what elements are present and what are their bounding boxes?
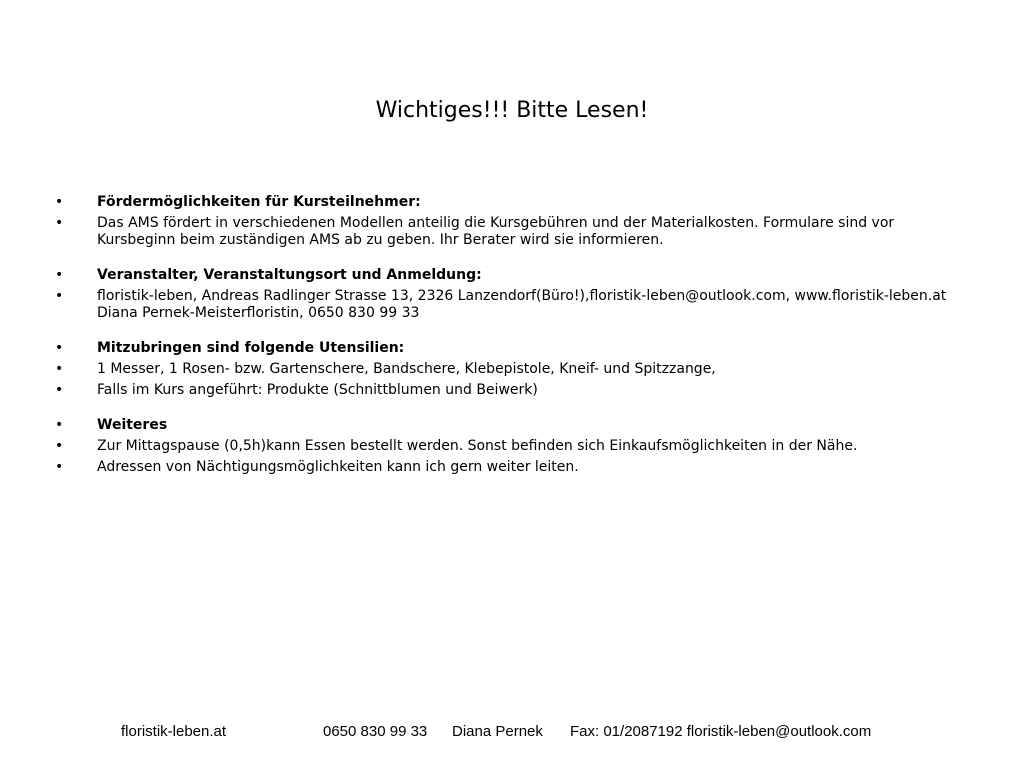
section-heading-utensils [55, 340, 955, 357]
bullet-icon: • [55, 215, 64, 231]
footer-website: floristik-leben.at [121, 723, 227, 740]
heading-text: Mitzubringen sind folgende Utensilien: [97, 340, 405, 356]
item-text: Zur Mittagspause (0,5h)kann Essen bestellt werden. Sonst befinden sich Einkaufsmöglichkeiten in der Nähe. [97, 438, 858, 454]
list-item [55, 288, 955, 322]
bullet-icon: • [55, 194, 64, 210]
heading-text: Veranstalter, Veranstaltungsort und Anmeldung: [97, 267, 482, 283]
heading-text: Fördermöglichkeiten für Kursteilnehmer: [97, 194, 421, 210]
item-text: Adressen von Nächtigungsmöglichkeiten kann ich gern weiter leiten. [97, 459, 579, 475]
bullet-icon: • [55, 361, 64, 377]
bullet-icon: • [55, 438, 64, 454]
section-heading-organizer [55, 267, 955, 284]
footer-fax-email: Fax: 01/2087192 floristik-leben@outlook.com [570, 723, 872, 740]
heading-text: Weiteres [97, 417, 168, 433]
footer-phone: 0650 830 99 33 [323, 723, 428, 740]
list-item [55, 382, 955, 399]
bullet-icon: • [55, 288, 64, 304]
section-heading-funding [55, 194, 955, 211]
page-title: Wichtiges!!! Bitte Lesen! [375, 98, 649, 123]
item-text: Falls im Kurs angeführt: Produkte (Schnittblumen und Beiwerk) [97, 382, 538, 398]
bullet-icon: • [55, 382, 64, 398]
list-item [55, 459, 955, 476]
list-item [55, 438, 955, 455]
bullet-icon: • [55, 267, 64, 283]
info-list [55, 194, 955, 480]
list-item [55, 361, 955, 378]
section-heading-further [55, 417, 955, 434]
item-text: 1 Messer, 1 Rosen- bzw. Gartenschere, Bandschere, Klebepistole, Kneif- und Spitzzange, [97, 361, 716, 377]
bullet-icon: • [55, 459, 64, 475]
item-text: Das AMS fördert in verschiedenen Modellen anteilig die Kursgebühren und der Materialkosten. Formulare sind vor Kursbeginn beim zuständigen AMS ab zu geben. Ihr Berater wird sie informieren. [97, 215, 895, 248]
bullet-icon: • [55, 417, 64, 433]
bullet-icon: • [55, 340, 64, 356]
footer-name: Diana Pernek [452, 723, 543, 740]
list-item [55, 215, 955, 249]
page-footer [0, 722, 1024, 744]
item-text: floristik-leben, Andreas Radlinger Strasse 13, 2326 Lanzendorf(Büro!),floristik-leben@outlook.com, www.floristik-leben.at Diana Pernek-Meisterfloristin, 0650 830 99 33 [97, 288, 947, 321]
